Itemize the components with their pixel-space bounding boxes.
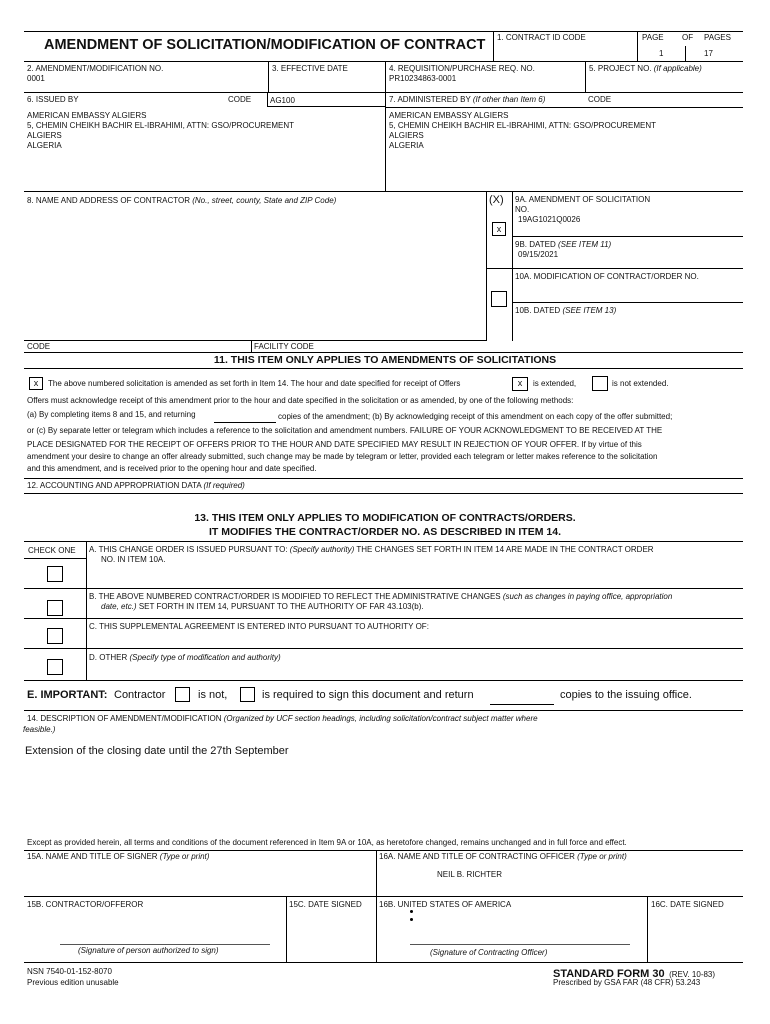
pages-label: PAGES (704, 33, 731, 42)
option-c-checkbox[interactable] (47, 628, 63, 644)
prescribed-by: Prescribed by GSA FAR (48 CFR) 53.243 (553, 978, 701, 987)
description-label-text: 14. DESCRIPTION OF AMENDMENT/MODIFICATION (27, 714, 222, 723)
option-b-line1 (89, 592, 672, 602)
option-d-checkbox[interactable] (47, 659, 63, 675)
option-a-checkbox[interactable] (47, 566, 63, 582)
is-required-checkbox[interactable] (240, 687, 255, 702)
option-c-text: C. THIS SUPPLEMENTAL AGREEMENT IS ENTERED INTO PURSUANT TO AUTHORITY OF: (89, 622, 429, 631)
issued-by-line4: ALGERIA (27, 141, 62, 150)
option-a-line2: NO. IN ITEM 10A. (101, 555, 166, 564)
date-signed-15c-label: 15C. DATE SIGNED (289, 900, 362, 909)
administered-label-text: 7. ADMINISTERED BY (389, 95, 471, 104)
contractor-offeror-label: 15B. CONTRACTOR/OFFEROR (27, 900, 144, 909)
mod-dated-note: (SEE ITEM 13) (562, 306, 617, 315)
option-d-note: (Specify type of modification and authority) (129, 653, 281, 662)
issued-by-line3: ALGIERS (27, 131, 62, 140)
effective-date-label: 3. EFFECTIVE DATE (272, 64, 348, 73)
modification-checkbox[interactable] (491, 291, 507, 307)
option-a-text2: THE CHANGES SET FORTH IN ITEM 14 ARE MADE IN THE CONTRACT ORDER (356, 545, 654, 554)
contract-id-label: 1. CONTRACT ID CODE (497, 33, 586, 42)
amendment-value: 0001 (27, 74, 45, 83)
officer-signature-caption: (Signature of Contracting Officer) (430, 948, 548, 957)
option-b-text2: SET FORTH IN ITEM 14, PURSUANT TO THE AUTHORITY OF FAR 43.103(b). (138, 602, 424, 611)
check-one-label: CHECK ONE (28, 546, 76, 555)
not-extended-label: is not extended. (612, 379, 669, 388)
project-label-text: 5. PROJECT NO. (589, 64, 652, 73)
section11-heading: 11. THIS ITEM ONLY APPLIES TO AMENDMENTS OF SOLICITATIONS (213, 354, 557, 366)
amend-solicitation-label: 9A. AMENDMENT OF SOLICITATION (515, 195, 651, 204)
project-label (589, 64, 702, 74)
issued-by-line1: AMERICAN EMBASSY ALGIERS (27, 111, 147, 120)
amend-solicitation-label2: NO. (515, 205, 530, 214)
officer-label (379, 852, 627, 862)
option-a-line1 (89, 545, 654, 555)
description-note1: (Organized by UCF section headings, including solicitation/contract subject matter where (223, 714, 538, 723)
section11-line3b: copies of the amendment; (b) By acknowledging receipt of this amendment on each copy of the offer submitted; (278, 412, 673, 421)
section11-line3a: (a) By completing items 8 and 15, and returning (27, 410, 196, 419)
administered-label (389, 95, 545, 105)
section11-line7: and this amendment, and is received prior to the opening hour and date specified. (27, 464, 317, 473)
copies-label: copies to the issuing office. (560, 689, 692, 701)
requisition-value: PR10234863-0001 (389, 74, 457, 83)
option-b-line2 (101, 602, 424, 612)
mod-dated-label (515, 306, 616, 316)
issued-code-value: AG100 (270, 96, 295, 105)
signature-dot-2 (410, 918, 413, 921)
important-contractor: Contractor (114, 689, 166, 701)
amend-check-mark: x (496, 224, 502, 234)
administered-code-label: CODE (588, 95, 612, 104)
section11-line2: Offers must acknowledge receipt of this amendment prior to the hour and date specified in the solicitation or as amended, by one of the following methods: (27, 396, 574, 405)
section11-line5: PLACE DESIGNATED FOR THE RECEIPT OF OFFERS PRIOR TO THE HOUR AND DATE SPECIFIED MAY RESULT IN REJECTION OF YOUR OFFER. If by virtue of this (27, 440, 642, 449)
officer-label-text: 16A. NAME AND TITLE OF CONTRACTING OFFICER (379, 852, 575, 861)
administered-line3: ALGIERS (389, 131, 424, 140)
previous-edition: Previous edition unusable (27, 978, 119, 987)
signature-dot-1 (410, 910, 413, 913)
amend-solicitation-value: 19AG1021Q0026 (518, 215, 581, 224)
mod-dated-label-text: 10B. DATED (515, 306, 561, 315)
amendment-label: 2. AMENDMENT/MODIFICATION NO. (27, 64, 164, 73)
requisition-label: 4. REQUISITION/PURCHASE REQ. NO. (389, 64, 535, 73)
description-label (27, 714, 538, 724)
is-required-label: is required to sign this document and return (262, 689, 474, 701)
form-number-text: STANDARD FORM 30 (553, 968, 665, 980)
accounting-note: (If required) (203, 481, 245, 490)
facility-code-label: FACILITY CODE (254, 342, 314, 351)
section11-line1: The above numbered solicitation is amended as set forth in Item 14. The hour and date specified for receipt of Offers (48, 379, 461, 388)
of-label: OF (682, 33, 694, 42)
option-b-checkbox[interactable] (47, 600, 63, 616)
dated-value: 09/15/2021 (518, 250, 559, 259)
is-not-checkbox[interactable] (175, 687, 190, 702)
signer-label-text: 15A. NAME AND TITLE OF SIGNER (27, 852, 158, 861)
is-not-label: is not, (198, 689, 228, 701)
dated-note: (SEE ITEM 11) (557, 240, 612, 249)
x-column-header: (X) (489, 194, 504, 206)
modification-label: 10A. MODIFICATION OF CONTRACT/ORDER NO. (515, 272, 699, 281)
contractor-note: (No., street, county, State and ZIP Code) (192, 196, 337, 205)
issued-code-label: CODE (228, 95, 252, 104)
date-signed-16c-label: 16C. DATE SIGNED (651, 900, 724, 909)
pages-value: 17 (704, 49, 713, 58)
administered-note: (If other than Item 6) (472, 95, 546, 104)
dated-label-text: 9B. DATED (515, 240, 556, 249)
section13-heading1: 13. THIS ITEM ONLY APPLIES TO MODIFICATION OF CONTRACTS/ORDERS. (194, 512, 576, 524)
usa-label: 16B. UNITED STATES OF AMERICA (379, 900, 512, 909)
important-label: E. IMPORTANT: (27, 689, 108, 701)
project-note: (If applicable) (653, 64, 702, 73)
administered-line1: AMERICAN EMBASSY ALGIERS (389, 111, 509, 120)
not-extended-checkbox[interactable] (592, 376, 608, 391)
contractor-label (27, 196, 336, 206)
officer-name: NEIL B. RICHTER (437, 870, 503, 879)
extended-label: is extended, (533, 379, 577, 388)
option-a-note: (Specify authority) (289, 545, 355, 554)
page-value: 1 (659, 49, 664, 58)
signer-note: (Type or print) (159, 852, 210, 861)
option-d-line (89, 653, 281, 663)
option-d-text: D. OTHER (89, 653, 128, 662)
copies-returned-blank[interactable] (214, 422, 276, 423)
form-title: AMENDMENT OF SOLICITATION/MODIFICATION OF CONTRACT (44, 37, 486, 53)
extended-check-mark: x (517, 378, 523, 388)
dated-label (515, 240, 611, 250)
description-note2: feasible.) (23, 725, 56, 734)
signer-label (27, 852, 209, 862)
solicitation-amended-check-mark: x (33, 378, 39, 388)
section11-line4: or (c) By separate letter or telegram which includes a reference to the solicitation and amendment numbers. FAILURE OF YOUR ACKNOWLEDGMENT TO BE RECEIVED AT THE (27, 426, 663, 435)
option-b-note2: date, etc.) (101, 602, 137, 611)
page-label: PAGE (642, 33, 664, 42)
option-b-note: (such as changes in paying office, appropriation (502, 592, 673, 601)
except-text: Except as provided herein, all terms and conditions of the document referenced in Item 9A or 10A, as heretofore changed, remains unchanged and in full force and effect. (27, 838, 627, 847)
accounting-label (27, 481, 245, 491)
form-revision: (REV. 10-83) (669, 970, 716, 979)
section11-line6: amendment your desire to change an offer already submitted, such change may be made by telegram or letter, provided each telegram or letter makes reference to the solicitation (27, 452, 658, 461)
issued-by-label: 6. ISSUED BY (27, 95, 79, 104)
option-b-text1: B. THE ABOVE NUMBERED CONTRACT/ORDER IS MODIFIED TO REFLECT THE ADMINISTRATIVE CHANGES (89, 592, 501, 601)
accounting-label-text: 12. ACCOUNTING AND APPROPRIATION DATA (27, 481, 202, 490)
administered-line4: ALGERIA (389, 141, 424, 150)
signer-signature-caption: (Signature of person authorized to sign) (78, 946, 219, 955)
copies-count-blank[interactable] (490, 704, 554, 705)
officer-note: (Type or print) (577, 852, 627, 861)
issued-by-line2: 5, CHEMIN CHEIKH BACHIR EL-IBRAHIMI, ATTN: GSO/PROCUREMENT (27, 121, 294, 130)
administered-line2: 5, CHEMIN CHEIKH BACHIR EL-IBRAHIMI, ATTN: GSO/PROCUREMENT (389, 121, 656, 130)
nsn-number: NSN 7540-01-152-8070 (27, 967, 112, 976)
section13-heading2: IT MODIFIES THE CONTRACT/ORDER NO. AS DESCRIBED IN ITEM 14. (209, 526, 561, 538)
contractor-code-label: CODE (27, 342, 51, 351)
description-body: Extension of the closing date until the 27th September (25, 745, 289, 757)
contractor-label-text: 8. NAME AND ADDRESS OF CONTRACTOR (27, 196, 190, 205)
option-a-text1: A. THIS CHANGE ORDER IS ISSUED PURSUANT TO: (89, 545, 288, 554)
